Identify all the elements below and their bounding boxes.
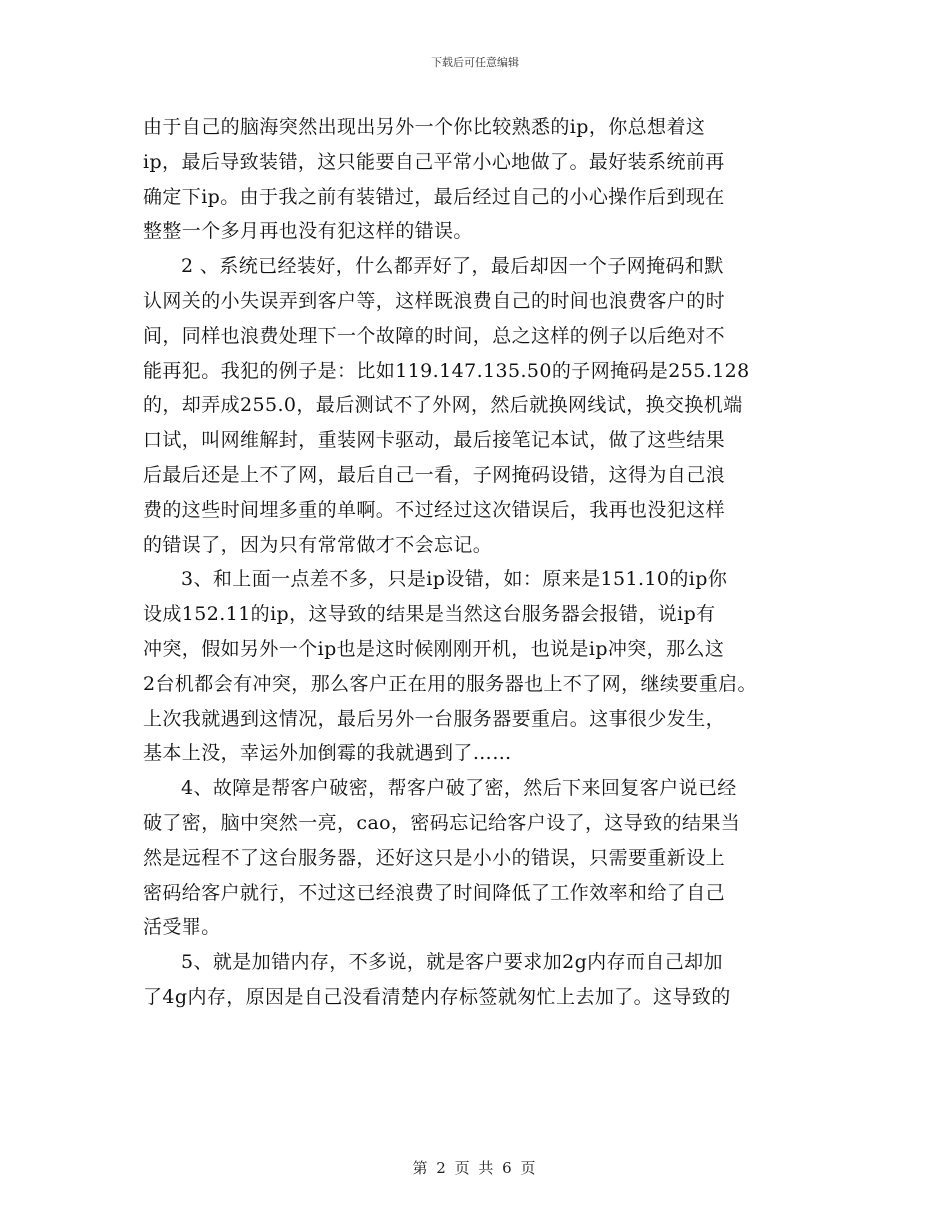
text-line: 破了密，脑中突然一亮，cao，密码忘记给客户设了，这导致的结果当 — [143, 811, 741, 834]
text-line: 能再犯。我犯的例子是：比如119.147.135.50的子网掩码是255.128 — [143, 359, 750, 382]
text-line: 然是远程不了这台服务器，还好这只是小小的错误，只需要重新设上 — [143, 846, 726, 869]
text-line: 费的这些时间埋多重的单啊。不过经过这次错误后，我再也没犯这样 — [143, 498, 726, 521]
text-line: 了4g内存，原因是自己没看清楚内存标签就匆忙上去加了。这导致的 — [143, 985, 731, 1008]
document-body — [143, 110, 823, 1015]
text-line: 4、故障是帮客户破密，帮客户破了密，然后下来回复客户说已经 — [181, 777, 737, 800]
page-footer: 第 2 页 共 6 页 — [412, 1159, 538, 1177]
text-line: 活受罪。 — [143, 916, 221, 939]
text-line: 认网关的小失误弄到客户等，这样既浪费自己的时间也浪费客户的时 — [143, 289, 726, 312]
text-line: 冲突，假如另外一个ip也是这时候刚刚开机，也说是ip冲突，那么这 — [143, 637, 725, 660]
text-line: 3、和上面一点差不多，只是ip设错，如：原来是151.10的ip你 — [181, 568, 728, 591]
text-line: 的，却弄成255.0，最后测试不了外网，然后就换网线试，换交换机端 — [143, 394, 743, 417]
text-line: 2 、系统已经装好，什么都弄好了，最后却因一个子网掩码和默 — [181, 255, 724, 278]
text-line: 密码给客户就行，不过这已经浪费了时间降低了工作效率和给了自己 — [143, 881, 726, 904]
text-line: 上次我就遇到这情况，最后另外一台服务器要重启。这事很少发生， — [143, 707, 726, 730]
page-header: 下载后可任意编辑 — [431, 56, 519, 69]
text-line: ip，最后导致装错，这只能要自己平常小心地做了。最好装系统前再 — [143, 150, 725, 173]
text-line: 2台机都会有冲突，那么客户正在用的服务器也上不了网，继续要重启。 — [143, 672, 757, 695]
text-line: 整整一个多月再也没有犯这样的错误。 — [143, 220, 473, 243]
text-line: 5、就是加错内存，不多说，就是客户要求加2g内存而自己却加 — [181, 951, 723, 974]
text-line: 间，同样也浪费处理下一个故障的时间，总之这样的例子以后绝对不 — [143, 324, 726, 347]
text-line: 基本上没，幸运外加倒霉的我就遇到了…… — [143, 742, 512, 765]
text-line: 的错误了，因为只有常常做才不会忘记。 — [143, 533, 493, 556]
text-line: 设成152.11的ip，这导致的结果是当然这台服务器会报错，说ip有 — [143, 603, 716, 626]
text-line: 口试，叫网维解封，重装网卡驱动，最后接笔记本试，做了这些结果 — [143, 429, 726, 452]
text-line: 确定下ip。由于我之前有装错过，最后经过自己的小心操作后到现在 — [143, 185, 725, 208]
text-line: 由于自己的脑海突然出现出另外一个你比较熟悉的ip，你总想着这 — [143, 116, 706, 138]
text-line: 后最后还是上不了网，最后自己一看，子网掩码设错，这得为自己浪 — [143, 463, 726, 486]
